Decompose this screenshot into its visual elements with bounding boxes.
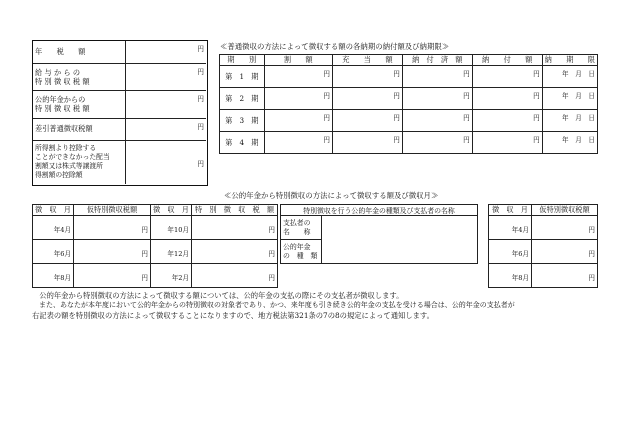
month-cell: 年12月 — [151, 240, 192, 264]
deadline-cell: 年 月 日 — [542, 66, 597, 88]
ordinary-collection-table — [219, 54, 598, 154]
salary-withholding-label: 給 与 か ら の 特 別 徴 収 税 額 — [33, 63, 126, 90]
month-cell: 年6月 — [33, 240, 74, 264]
note-line-2: また、あなたが本年度において公的年金からの特別徴収の対象者であり、かつ、来年度も引き続き公的年金の支払を受ける場合は、公的年金の支払者が — [32, 301, 515, 309]
amount-cell: 円 — [532, 216, 598, 240]
pension-kind-value — [322, 240, 478, 264]
amount-cell: 円 — [192, 240, 278, 264]
collection-month-header: 徴 収 月 — [33, 205, 74, 216]
dividend-deduction-row — [33, 140, 206, 184]
installment-cell: 円 — [264, 66, 332, 88]
annual-tax-row — [33, 41, 206, 63]
right-pension-table — [488, 204, 598, 288]
month-cell: 年4月 — [489, 216, 532, 240]
right-header-row — [489, 205, 598, 216]
special-tax-header: 特 別 徴 収 税 額 — [192, 205, 278, 216]
installment-header: 割 額 — [264, 55, 332, 66]
tax-summary-box — [32, 40, 208, 186]
tax-summary-table — [33, 41, 206, 184]
payer-name-row — [281, 216, 478, 240]
amount-cell: 円 — [532, 240, 598, 264]
amount-cell: 円 — [192, 216, 278, 240]
amount-cell: 円 — [532, 264, 598, 288]
month-cell: 年2月 — [151, 264, 192, 288]
paid-cell: 円 — [402, 88, 472, 110]
dividend-deduction-label: 所得割より控除する ことができなかった配当 割額又は株式等譲渡所 得割額の控除額 — [33, 140, 126, 184]
payer-header: 特別徴収を行う公的年金の種類及び支払者の名称 — [281, 205, 478, 216]
period-cell: 第 1 期 — [220, 66, 265, 88]
paid-cell: 円 — [402, 110, 472, 132]
paid-cell: 円 — [402, 66, 472, 88]
annual-tax-label: 年 税 額 — [33, 41, 126, 63]
paid-cell: 円 — [402, 132, 472, 154]
allocated-cell: 円 — [332, 88, 402, 110]
salary-withholding-value: 円 — [126, 63, 207, 90]
allocated-cell: 円 — [332, 66, 402, 88]
month-cell: 年8月 — [33, 264, 74, 288]
month-cell: 年10月 — [151, 216, 192, 240]
payer-header-row — [281, 205, 478, 216]
pension-collection-table — [32, 204, 278, 288]
payer-blank-row — [281, 264, 478, 288]
amount-cell: 円 — [74, 264, 151, 288]
note-line-3: 右記表の額を特別徴収の方法によって徴収することになりますので、地方税法第321条の7の8の規定によって通知します。 — [32, 311, 434, 320]
right-pension-row — [489, 240, 598, 264]
pension-header-row — [33, 205, 278, 216]
ordinary-tax-row — [33, 118, 206, 140]
paid-header: 納 付 済 額 — [402, 55, 472, 66]
payment-cell: 円 — [472, 88, 542, 110]
amount-cell: 円 — [74, 240, 151, 264]
month-cell: 年8月 — [489, 264, 532, 288]
pension-row — [33, 216, 278, 240]
period-header: 期 別 — [220, 55, 265, 66]
pension-row — [33, 264, 278, 288]
deadline-cell: 年 月 日 — [542, 132, 597, 154]
allocated-header: 充 当 額 — [332, 55, 402, 66]
payer-name-label: 支払者の 名 称 — [281, 216, 322, 240]
payment-cell: 円 — [472, 66, 542, 88]
annual-tax-value: 円 — [126, 41, 207, 63]
payer-blank-cell — [281, 264, 478, 288]
provisional-tax-header: 仮特別徴収税額 — [532, 205, 598, 216]
pension-caption: ≪公的年金から特別徴収の方法によって徴収する額及び徴収月≫ — [224, 191, 439, 200]
right-pension-row — [489, 216, 598, 240]
installment-cell: 円 — [264, 88, 332, 110]
right-pension-row — [489, 264, 598, 288]
collection-month-header: 徴 収 月 — [489, 205, 532, 216]
period-cell: 第 4 期 — [220, 132, 265, 154]
payment-cell: 円 — [472, 132, 542, 154]
amount-cell: 円 — [192, 264, 278, 288]
note-line-1: 公的年金から特別徴収の方法によって徴収する額については、公的年金の支払の際にその支払者が徴収します。 — [32, 291, 404, 300]
ordinary-header-row — [220, 55, 598, 66]
pension-payer-table — [280, 204, 478, 288]
ordinary-row — [220, 66, 598, 88]
ordinary-row — [220, 110, 598, 132]
month-cell: 年6月 — [489, 240, 532, 264]
pension-kind-label: 公的年金 の 種 類 — [281, 240, 322, 264]
deadline-cell: 年 月 日 — [542, 110, 597, 132]
deadline-header: 納 期 限 — [542, 55, 597, 66]
payer-name-value — [322, 216, 478, 240]
ordinary-tax-value: 円 — [126, 118, 207, 140]
allocated-cell: 円 — [332, 110, 402, 132]
provisional-tax-header: 仮特別徴収税額 — [74, 205, 151, 216]
allocated-cell: 円 — [332, 132, 402, 154]
pension-withholding-value: 円 — [126, 90, 207, 118]
pension-row — [33, 240, 278, 264]
ordinary-row — [220, 132, 598, 154]
dividend-deduction-value: 円 — [126, 140, 207, 184]
ordinary-tax-label: 差引普通徴収税額 — [33, 118, 126, 140]
period-cell: 第 3 期 — [220, 110, 265, 132]
ordinary-caption: ≪普通徴収の方法によって徴収する額の各納期の納付額及び納期限≫ — [220, 42, 450, 51]
collection-month-header: 徴 収 月 — [151, 205, 192, 216]
pension-withholding-row — [33, 90, 206, 118]
installment-cell: 円 — [264, 110, 332, 132]
month-cell: 年4月 — [33, 216, 74, 240]
ordinary-row — [220, 88, 598, 110]
salary-withholding-row — [33, 63, 206, 90]
installment-cell: 円 — [264, 132, 332, 154]
deadline-cell: 年 月 日 — [542, 88, 597, 110]
payment-cell: 円 — [472, 110, 542, 132]
pension-kind-row — [281, 240, 478, 264]
amount-cell: 円 — [74, 216, 151, 240]
pension-withholding-label: 公的年金からの 特 別 徴 収 税 額 — [33, 90, 126, 118]
period-cell: 第 2 期 — [220, 88, 265, 110]
payment-header: 納 付 額 — [472, 55, 542, 66]
